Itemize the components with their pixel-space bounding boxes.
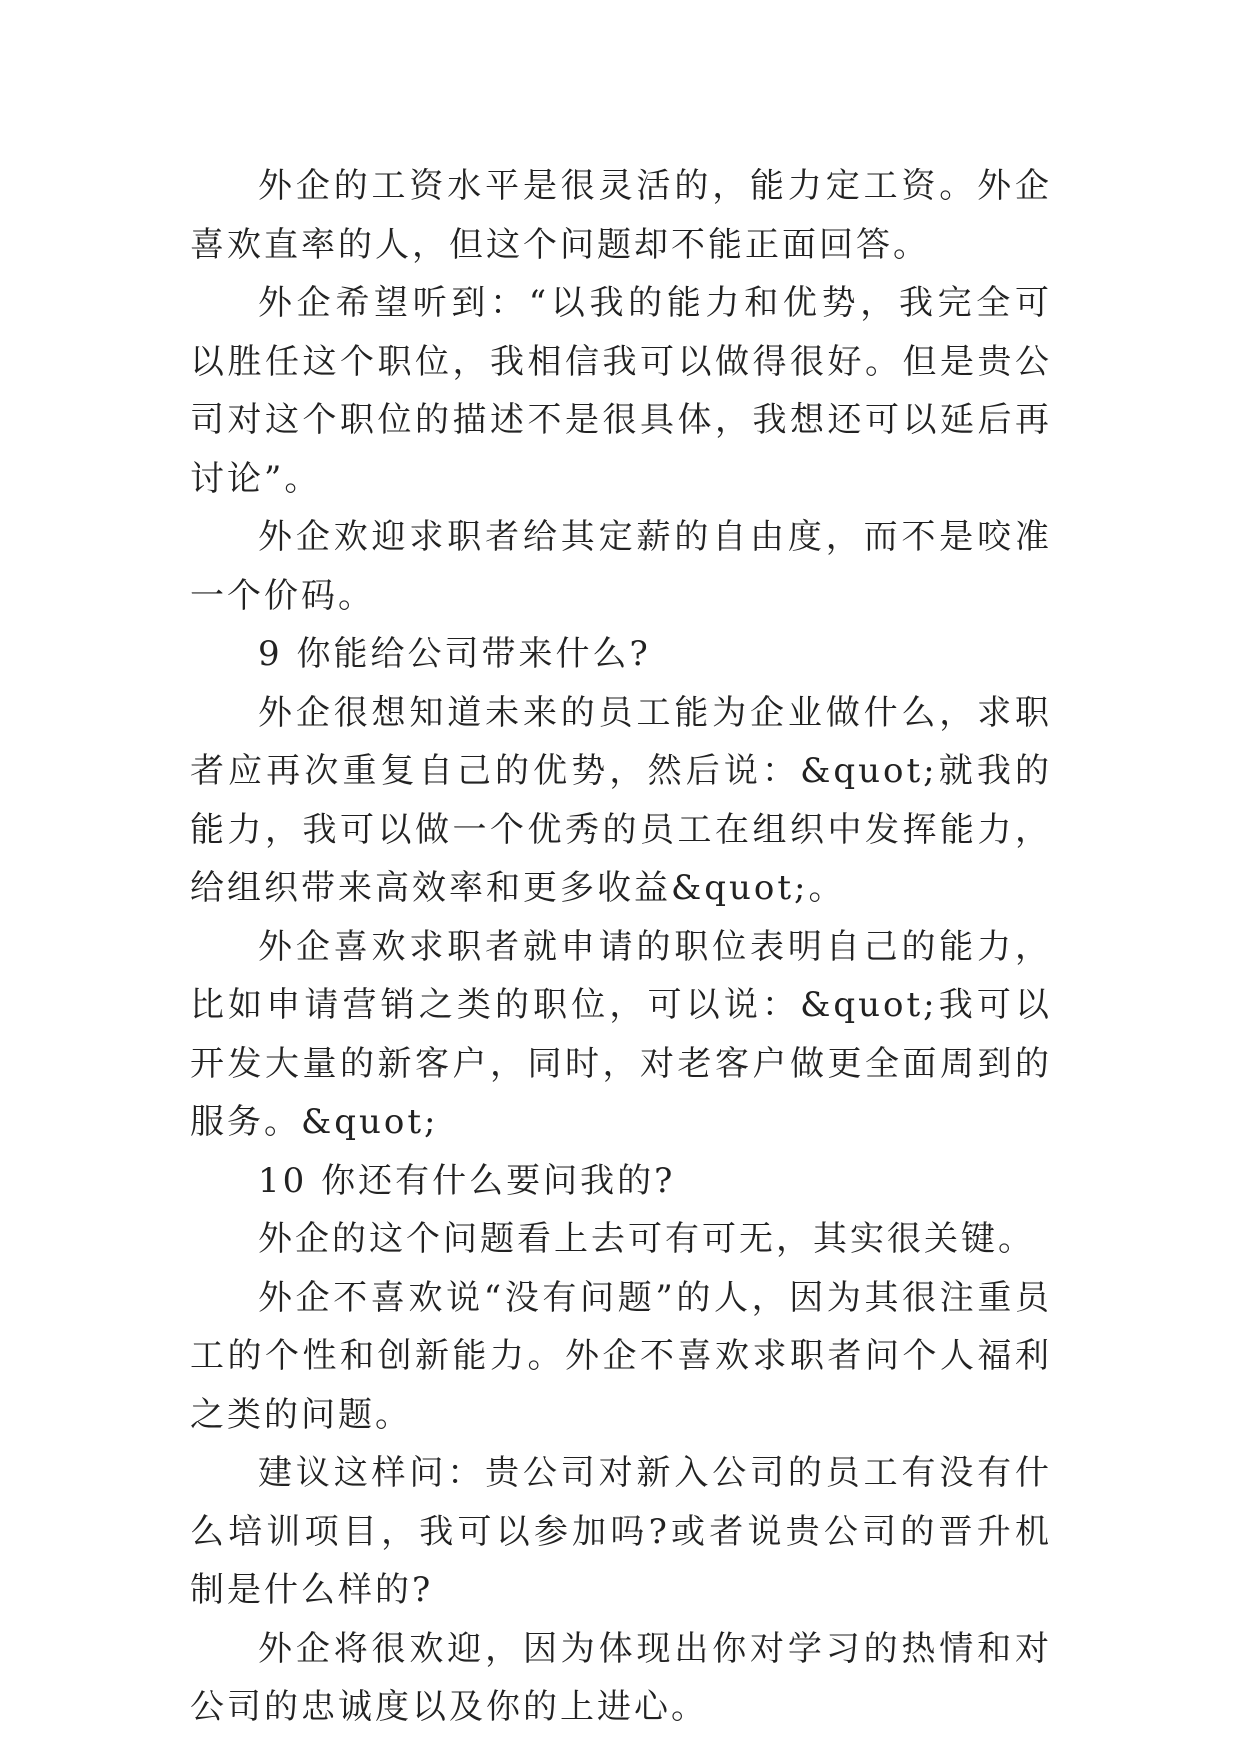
paragraph-position-ability: 外企喜欢求职者就申请的职位表明自己的能力，比如申请营销之类的职位，可以说：&quot;我可以开发大量的新客户，同时，对老客户做更全面周到的服务。&quot;: [190, 926, 1052, 1142]
paragraph-salary-flexibility: 外企的工资水平是很灵活的，能力定工资。外企喜欢直率的人，但这个问题却不能正面回答。: [190, 166, 1052, 265]
document-body: [190, 157, 1052, 1737]
paragraph-suggested-questions: 建议这样问：贵公司对新入公司的员工有没有什么培训项目，我可以参加吗?或者说贵公司的晋升机制是什么样的?: [190, 1453, 1052, 1610]
paragraph-expected-answer: 外企希望听到：“以我的能力和优势，我完全可以胜任这个职位，我相信我可以做得很好。但是贵公司对这个职位的描述不是很具体，我想还可以延后再讨论”。: [190, 283, 1052, 499]
paragraph-salary-freedom: 外企欢迎求职者给其定薪的自由度，而不是咬准一个价码。: [190, 517, 1052, 616]
paragraph-no-questions: 外企不喜欢说“没有问题”的人，因为其很注重员工的个性和创新能力。外企不喜欢求职者问个人福利之类的问题。: [190, 1277, 1052, 1435]
paragraph-key-question: 外企的这个问题看上去可有可无，其实很关键。: [258, 1219, 1035, 1259]
question-heading-9: 9 你能给公司带来什么?: [258, 634, 651, 674]
question-heading-10: 10 你还有什么要问我的?: [258, 1160, 676, 1201]
paragraph-welcome: 外企将很欢迎，因为体现出你对学习的热情和对公司的忠诚度以及你的上进心。: [190, 1628, 1052, 1727]
paragraph-what-you-bring: 外企很想知道未来的员工能为企业做什么，求职者应再次重复自己的优势，然后说：&quot;就我的能力，我可以做一个优秀的员工在组织中发挥能力，给组织带来高效率和更多收益&quot;。: [190, 692, 1052, 908]
